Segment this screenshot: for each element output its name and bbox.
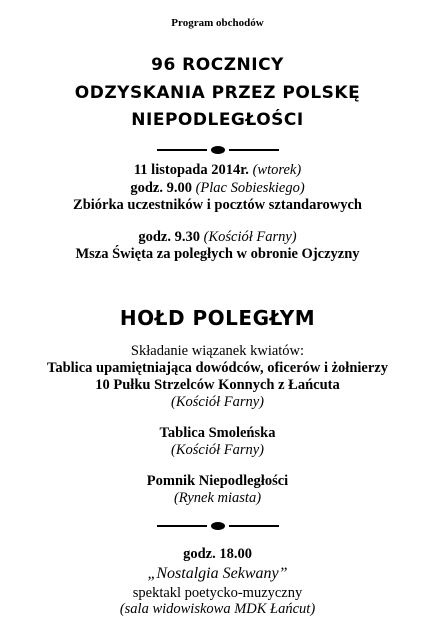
time1-line: [0, 180, 435, 197]
time-1800: godz. 18.00: [183, 546, 252, 562]
mass-event: Msza Święta za poległych w obronie Ojczyzny: [75, 246, 360, 262]
plaque2: Tablica Smoleńska: [159, 425, 276, 441]
flowers-intro: Składanie wiązanek kwiatów:: [130, 343, 305, 359]
monument-place: (Rynek miasta): [173, 490, 262, 506]
plaque2-place: (Kościół Farny): [170, 442, 265, 458]
title-line-2: ODZYSKANIA PRZEZ POLSKĘ: [74, 83, 361, 103]
tribute-heading: HOŁD POLEGŁYM: [119, 306, 316, 330]
time2-line: [0, 229, 435, 246]
plaque1-place: (Kościół Farny): [170, 394, 265, 410]
event-date: 11 listopada 2014r.: [133, 162, 249, 178]
ornament-divider-bottom: [157, 522, 279, 530]
time-0900: godz. 9.00: [130, 180, 192, 196]
date-line: [0, 162, 435, 179]
time-0930: godz. 9.30: [138, 229, 200, 245]
plaque1-line2: 10 Pułku Strzelców Konnych z Łańcuta: [95, 377, 340, 393]
show-genre: spektakl poetycko-muzyczny: [132, 585, 303, 601]
program-label: Program obchodów: [171, 17, 264, 29]
monument: Pomnik Niepodległości: [146, 473, 289, 489]
plaque1-line1: Tablica upamiętniająca dowódców, oficerów i żołnierzy: [47, 360, 388, 376]
place-kosciol-farny: (Kościół Farny): [203, 229, 297, 245]
gathering-event: Zbiórka uczestników i pocztów sztandarowych: [73, 197, 362, 213]
place-plac-sobieskiego: (Plac Sobieskiego): [195, 180, 305, 196]
title-line-1: 96 ROCZNICY: [151, 55, 284, 75]
show-title: „Nostalgia Sekwany”: [147, 565, 288, 582]
show-place: (sala widowiskowa MDK Łańcut): [119, 601, 316, 617]
ornament-divider-top: [157, 146, 279, 154]
event-weekday: (wtorek): [252, 162, 302, 178]
title-line-3: NIEPODLEGŁOŚCI: [131, 110, 304, 130]
